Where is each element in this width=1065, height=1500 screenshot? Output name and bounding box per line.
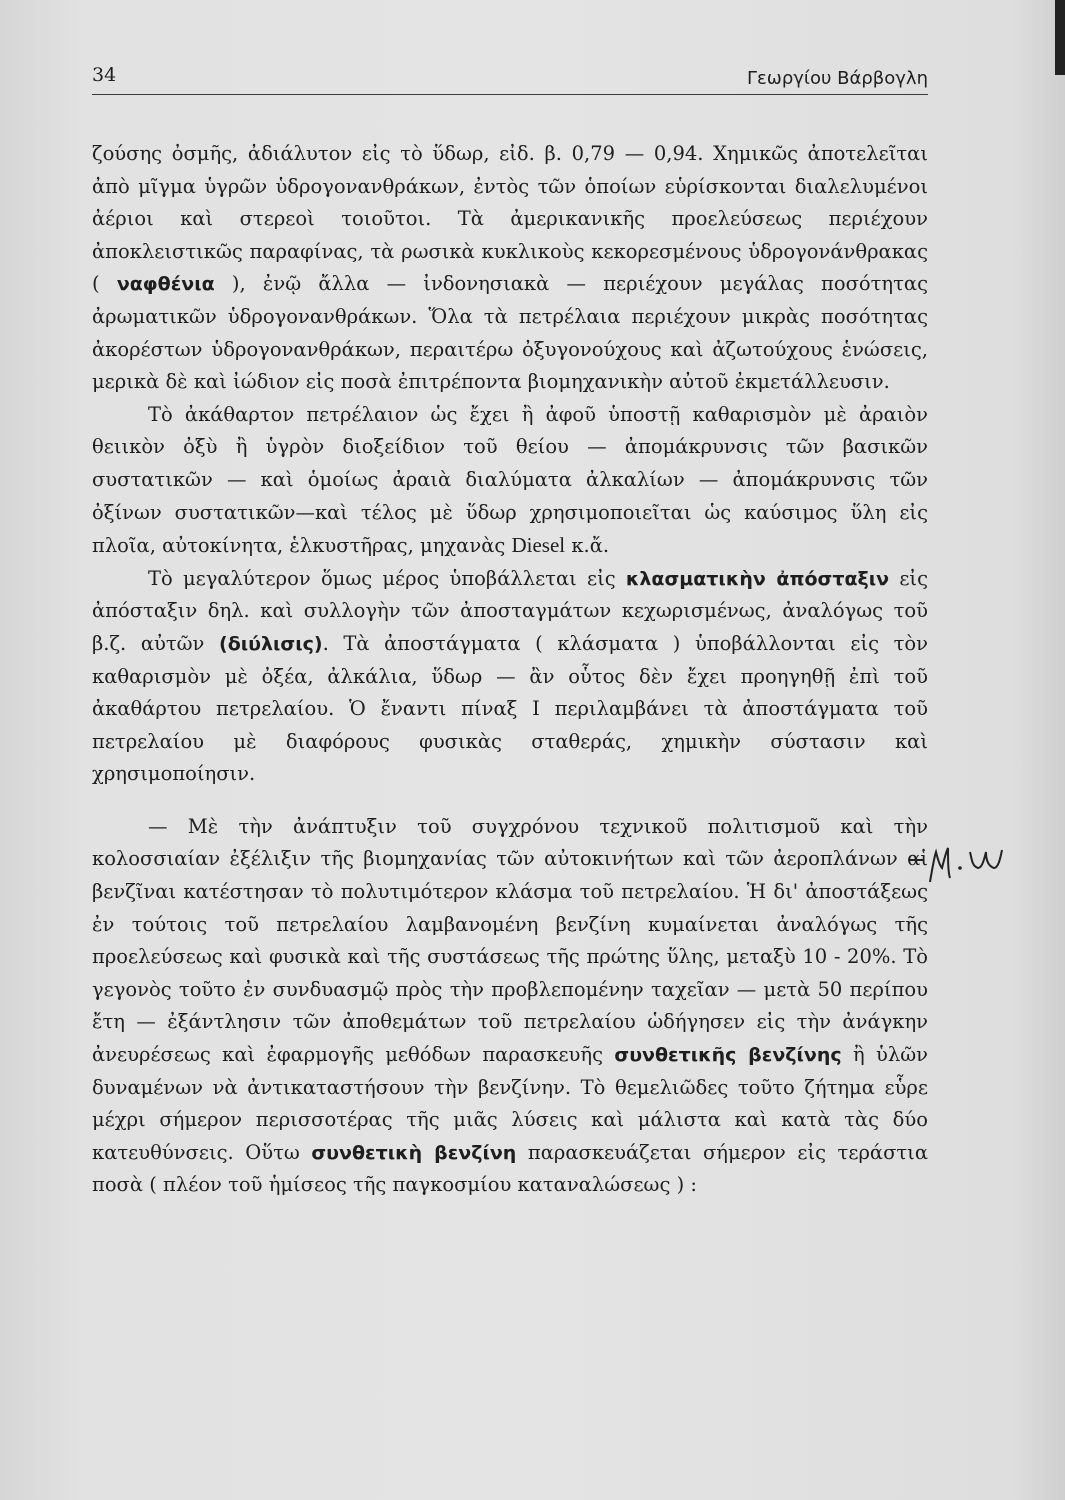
p3-text-b: εἰς ἀπόσταξιν δηλ. καὶ συλλογὴν τῶν ἀποσταγμάτων κεχωρισμένως, ἀναλόγως τοῦ β.ζ. αὐτῶν: [92, 566, 928, 655]
paragraph-4: [92, 811, 928, 1202]
p4-text-b: ἢ ὑλῶν δυναμένων νὰ ἀντικαταστήσουν τὴν βενζίνην. Τὸ θεμελιῶδες τοῦτο ζήτημα εὗρε μέχρι σήμερον περισσοτέρας τῆς μιᾶς λύσεις καὶ μάλιστα καὶ κατὰ τὰς δύο κατευθύνσεις. Οὕτω: [92, 1043, 929, 1164]
paragraph-1: [92, 138, 928, 399]
p1-text-b: ), ἐνῷ ἄλλα — ἰνδονησιακὰ — περιέχουν μεγάλας ποσότητας ἀρωματικῶν ὑδρογονανθράκων. Ὅλα τὰ πετρέλαια περιέχουν μικρὰς ποσότητας ἀκορέστων ὑδρογονανθράκων, περαιτέρω ὀξυγονούχους καὶ ἀζωτούχους ἑνώσεις, μερικὰ δὲ καὶ ἰώδιον εἰς ποσὰ ἐπιτρέποντα βιομηχανικὴν αὐτοῦ ἐκμετάλλευσιν.: [92, 272, 928, 394]
p3-text-a: Τὸ μεγαλύτερον ὅμως μέρος ὑποβάλλεται εἰς: [148, 566, 616, 590]
p4-bold-term-2: συνθετικὴ βενζίνη: [311, 1141, 517, 1164]
p3-bold-term-1: κλασματικὴν ἀπόσταξιν: [625, 567, 890, 590]
body-text: [92, 138, 928, 1202]
p2-text-a: Τὸ ἀκάθαρτον πετρέλαιον ὡς ἔχει ἢ ἀφοῦ ὑποστῇ καθαρισμὸν μὲ ἀραιὸν θειικὸν ὀξὺ ἢ ὑγρὸν διοξείδιον τοῦ θείου — ἀπομάκρυνσις τῶν βασικῶν συστατικῶν — καὶ ὁμοίως ἀραιὰ διαλύματα ἀλκαλίων — ἀπομάκρυνσις τῶν ὀξίνων συστατικῶν—καὶ τέλος μὲ ὕδωρ χρησιμοποιεῖται ὡς καύσιμος ὕλη εἰς πλοῖα, αὐτοκίνητα, ἑλκυστῆρας, μηχανὰς: [92, 402, 928, 558]
paragraph-2: [92, 399, 928, 563]
p4-text-c: παρασκευάζεται σήμερον εἰς τεράστια ποσὰ ( πλέον τοῦ ἡμίσεος τῆς παγκοσμίου καταναλώσεως ) :: [92, 1140, 928, 1197]
p3-text-c: . Τὰ ἀποστάγματα ( κλάσματα ) ὑποβάλλονται εἰς τὸν καθαρισμὸν μὲ ὀξέα, ἀλκάλια, ὕδωρ — ἂν οὗτος δὲν ἔχει προηγηθῇ ἐπὶ τοῦ ἀκαθάρτου πετρελαίου. Ὁ ἔναντι πίναξ Ι περιλαμβάνει τὰ ἀποστάγματα τοῦ πετρελαίου μὲ διαφόρους φυσικὰς σταθεράς, χημικὴν σύστασιν καὶ χρησιμοποίησιν.: [92, 631, 928, 786]
p1-bold-term: ναφθένια: [116, 273, 215, 296]
p3-bold-term-2: (διύλισις): [219, 632, 323, 655]
paragraph-3: [92, 563, 928, 791]
p2-text-b: κ.ἄ.: [571, 534, 610, 558]
running-head-author: Γεωργίου Βάρβογλη: [746, 68, 928, 89]
p4-text-a: — Μὲ τὴν ἀνάπτυξιν τοῦ συγχρόνου τεχνικοῦ πολιτισμοῦ καὶ τὴν κολοσσιαίαν ἐξέλιξιν τῆς βιομηχανίας τῶν αὐτοκινήτων καὶ τῶν ἀεροπλάνων αἱ βενζῖναι κατέστησαν τὸ πολυτιμότερον κλάσμα τοῦ πετρελαίου. Ἡ δι' ἀποστάξεως ἐν τούτοις τοῦ πετρελαίου λαμβανομένη βενζίνη κυμαίνεται ἀναλόγως τῆς προελεύσεως καὶ φυσικὰ καὶ τῆς συστάσεως τῆς πρώτης ὕλης, μεταξὺ 10 - 20%. Τὸ γεγονὸς τοῦτο ἐν συνδυασμῷ πρὸς τὴν προβλεπομένην ταχεῖαν — μετὰ 50 περίπου ἔτη — ἐξάντλησιν τῶν ἀποθεμάτων τοῦ πετρελαίου ὡδήγησεν εἰς τὴν ἀνάγκην ἀνευρέσεως καὶ ἐφαρμογῆς μεθόδων παρασκευῆς: [92, 814, 928, 1067]
running-header: [92, 62, 928, 95]
scan-edge-shadow: [1055, 0, 1065, 75]
page-number: 34: [92, 64, 117, 86]
p4-bold-term-1: συνθετικῆς βενζίνης: [614, 1044, 842, 1067]
handwritten-mark-icon: [908, 838, 1028, 888]
p2-latin-term: Diesel: [511, 533, 566, 558]
p1-text-a: ζούσης ὀσμῆς, ἀδιάλυτον εἰς τὸ ὕδωρ, εἰδ. β. 0,79 — 0,94. Χημικῶς ἀποτελεῖται ἀπὸ μῖγμα ὑγρῶν ὑδρογονανθράκων, ἐντὸς τῶν ὁποίων εὑρίσκονται διαλελυμένοι ἀέριοι καὶ στερεοὶ τοιοῦτοι. Τὰ ἀμερικανικῆς προελεύσεως περιέχουν ἀποκλειστικῶς παραφίνας, τὰ ρωσικὰ κυκλικοὺς κεκορεσμένους ὑδρογονάνθρακας (: [92, 142, 928, 296]
